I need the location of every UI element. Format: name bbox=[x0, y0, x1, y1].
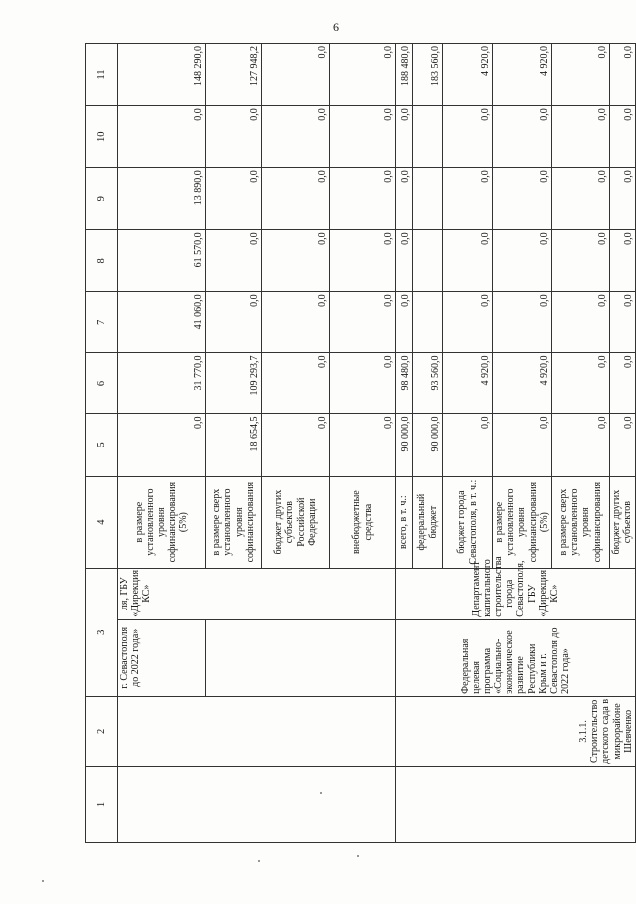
scan-speck bbox=[320, 792, 322, 794]
value-cell: 61 570,0 bbox=[118, 230, 206, 292]
value-cell: 0,0 bbox=[330, 353, 396, 414]
value-cell: 0,0 bbox=[206, 230, 262, 292]
value-cell: 0,0 bbox=[262, 292, 330, 353]
value-cell: 0,0 bbox=[551, 230, 609, 292]
table-row bbox=[396, 44, 413, 843]
value-cell: 127 948,2 bbox=[206, 44, 262, 106]
cell-empty bbox=[118, 696, 396, 766]
department-text: Департамент капитального строительства города Севастополя, ГБУ «Дирекция КС» bbox=[396, 568, 636, 619]
value-cell: 0,0 bbox=[609, 168, 635, 230]
page-number: 6 bbox=[333, 20, 339, 34]
column-header: 8 bbox=[86, 230, 118, 292]
value-cell: 0,0 bbox=[609, 230, 635, 292]
value-cell: 0,0 bbox=[396, 168, 413, 230]
column-header: 1 bbox=[86, 766, 118, 842]
value-cell: 109 293,7 bbox=[206, 353, 262, 414]
program-text: Федеральная целевая программа «Социально-экономическое развитие Республики Крым и г. Севастополя до 2022 года» bbox=[396, 619, 636, 696]
funding-source: бюджет других субъектов Российской Федерации bbox=[262, 476, 330, 568]
funding-source: в размере сверх установленного уровня софинансирования bbox=[206, 476, 262, 568]
value-cell: 0,0 bbox=[330, 230, 396, 292]
department-text: ля, ГБУ «Дирекция КС» bbox=[118, 568, 396, 619]
rotated-table bbox=[85, 43, 634, 843]
cell-empty bbox=[118, 766, 396, 842]
value-cell: 13 890,0 bbox=[118, 168, 206, 230]
funding-source: в размере сверх установленного уровня софинансирования bbox=[551, 476, 609, 568]
column-header: 2 bbox=[86, 696, 118, 766]
value-cell bbox=[413, 292, 443, 353]
value-cell: 0,0 bbox=[330, 168, 396, 230]
table-row bbox=[118, 44, 206, 843]
value-cell: 4 920,0 bbox=[493, 353, 552, 414]
scan-speck bbox=[357, 855, 359, 857]
value-cell: 0,0 bbox=[443, 168, 493, 230]
value-cell: 0,0 bbox=[262, 168, 330, 230]
column-header: 5 bbox=[86, 414, 118, 476]
value-cell: 0,0 bbox=[551, 168, 609, 230]
value-cell: 90 000,0 bbox=[413, 414, 443, 476]
value-cell: 0,0 bbox=[118, 414, 206, 476]
value-cell: 4 920,0 bbox=[443, 44, 493, 106]
column-header: 3 bbox=[86, 568, 118, 696]
item-title: 3.1.1. Строительство детского сада в микрорайоне Шевченко bbox=[396, 696, 636, 766]
value-cell: 41 060,0 bbox=[118, 292, 206, 353]
budget-table bbox=[85, 43, 636, 843]
value-cell: 0,0 bbox=[262, 353, 330, 414]
column-header: 10 bbox=[86, 106, 118, 168]
value-cell: 0,0 bbox=[551, 44, 609, 106]
value-cell: 0,0 bbox=[551, 353, 609, 414]
scan-speck bbox=[42, 880, 44, 882]
column-header: 4 bbox=[86, 476, 118, 568]
value-cell: 0,0 bbox=[396, 292, 413, 353]
value-cell: 0,0 bbox=[493, 168, 552, 230]
value-cell: 0,0 bbox=[609, 106, 635, 168]
value-cell: 0,0 bbox=[443, 230, 493, 292]
value-cell: 0,0 bbox=[551, 106, 609, 168]
value-cell: 0,0 bbox=[118, 106, 206, 168]
value-cell bbox=[413, 168, 443, 230]
header-row bbox=[86, 44, 118, 843]
cell-empty bbox=[396, 766, 636, 842]
value-cell: 93 560,0 bbox=[413, 353, 443, 414]
value-cell: 0,0 bbox=[493, 230, 552, 292]
scan-speck bbox=[258, 860, 260, 862]
value-cell: 0,0 bbox=[609, 292, 635, 353]
value-cell: 0,0 bbox=[262, 44, 330, 106]
value-cell: 148 290,0 bbox=[118, 44, 206, 106]
value-cell: 18 654,5 bbox=[206, 414, 262, 476]
funding-source: бюджет города Севастополя, в т. ч.: bbox=[443, 476, 493, 568]
column-header: 6 bbox=[86, 353, 118, 414]
value-cell: 0,0 bbox=[396, 230, 413, 292]
value-cell: 0,0 bbox=[262, 106, 330, 168]
value-cell: 4 920,0 bbox=[493, 44, 552, 106]
value-cell: 0,0 bbox=[443, 292, 493, 353]
funding-source: всего, в т. ч.: bbox=[396, 476, 413, 568]
value-cell: 0,0 bbox=[443, 106, 493, 168]
column-header: 11 bbox=[86, 44, 118, 106]
value-cell: 0,0 bbox=[396, 106, 413, 168]
value-cell: 0,0 bbox=[443, 414, 493, 476]
value-cell bbox=[413, 106, 443, 168]
value-cell: 0,0 bbox=[206, 292, 262, 353]
value-cell: 4 920,0 bbox=[443, 353, 493, 414]
cell-empty bbox=[206, 619, 396, 696]
value-cell: 0,0 bbox=[551, 292, 609, 353]
rotated-table-container bbox=[85, 43, 634, 843]
value-cell: 0,0 bbox=[330, 414, 396, 476]
value-cell: 0,0 bbox=[330, 292, 396, 353]
value-cell: 31 770,0 bbox=[118, 353, 206, 414]
funding-source: в размере установленного уровня софинансирования (5%) bbox=[118, 476, 206, 568]
program-text: г. Севастополя до 2022 года» bbox=[118, 619, 206, 696]
column-header: 7 bbox=[86, 292, 118, 353]
value-cell: 0,0 bbox=[493, 106, 552, 168]
value-cell: 0,0 bbox=[493, 292, 552, 353]
value-cell: 0,0 bbox=[609, 44, 635, 106]
value-cell: 0,0 bbox=[330, 106, 396, 168]
funding-source: внебюджетные средства bbox=[330, 476, 396, 568]
value-cell: 0,0 bbox=[609, 353, 635, 414]
value-cell: 0,0 bbox=[609, 414, 635, 476]
value-cell: 90 000,0 bbox=[396, 414, 413, 476]
funding-source: бюджет других субъектов bbox=[609, 476, 635, 568]
value-cell bbox=[413, 230, 443, 292]
value-cell: 0,0 bbox=[262, 230, 330, 292]
value-cell: 0,0 bbox=[206, 168, 262, 230]
value-cell: 188 480,0 bbox=[396, 44, 413, 106]
column-header: 9 bbox=[86, 168, 118, 230]
value-cell: 0,0 bbox=[551, 414, 609, 476]
value-cell: 0,0 bbox=[262, 414, 330, 476]
value-cell: 0,0 bbox=[493, 414, 552, 476]
value-cell: 98 480,0 bbox=[396, 353, 413, 414]
value-cell: 0,0 bbox=[206, 106, 262, 168]
value-cell: 0,0 bbox=[330, 44, 396, 106]
funding-source: федеральный бюджет bbox=[413, 476, 443, 568]
value-cell: 183 560,0 bbox=[413, 44, 443, 106]
funding-source: в размере установленного уровня софинансирования (5%) bbox=[493, 476, 552, 568]
